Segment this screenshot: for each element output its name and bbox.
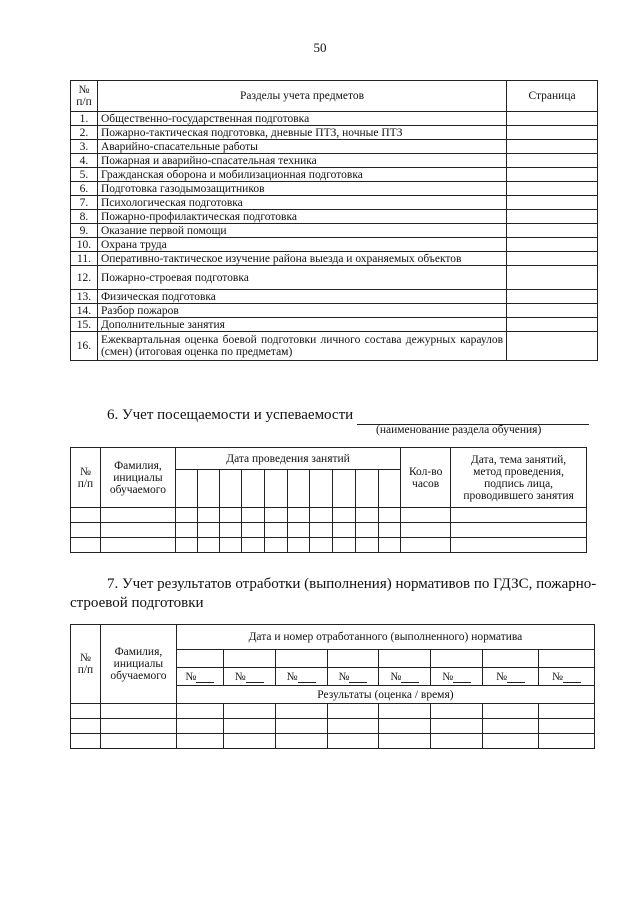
row-page-cell[interactable] [507, 210, 598, 224]
blank-cell[interactable] [241, 538, 264, 553]
norm-number-label: № [185, 670, 197, 683]
blank-cell[interactable] [327, 719, 379, 734]
table-row [71, 266, 598, 290]
table-row [71, 126, 598, 140]
blank-cell[interactable] [71, 508, 101, 523]
blank-cell[interactable] [451, 508, 587, 523]
blank-cell[interactable] [451, 538, 587, 553]
att-header-info: Дата, тема занятий, метод проведения, подпись лица, проводившего занятия [451, 448, 587, 508]
row-page-cell[interactable] [507, 332, 598, 361]
row-section-name: Гражданская оборона и мобилизационная подготовка [97, 168, 506, 182]
blank-cell[interactable] [431, 719, 483, 734]
norm-number-blank [507, 672, 525, 683]
blank-cell[interactable] [71, 523, 101, 538]
blank-cell[interactable] [264, 523, 287, 538]
row-section-name: Физическая подготовка [97, 290, 506, 304]
row-section-name: Ежеквартальная оценка боевой подготовки личного состава дежурных караулов (смен) (итоговая оценка по предметам) [97, 332, 506, 361]
norm-number-blank [298, 672, 316, 683]
att-date-cell[interactable] [310, 470, 333, 508]
blank-cell[interactable] [71, 538, 101, 553]
table-row [71, 704, 595, 719]
row-section-name: Общественно-государственная подготовка [97, 112, 506, 126]
blank-cell[interactable] [539, 704, 595, 719]
row-number: 1. [71, 112, 98, 126]
norm-number-cell[interactable] [379, 668, 431, 686]
blank-cell[interactable] [401, 538, 451, 553]
blank-cell[interactable] [379, 508, 401, 523]
blank-cell[interactable] [483, 719, 539, 734]
norms-header-name: Фамилия, инициалы обучаемого [100, 625, 176, 704]
norm-date-cell[interactable] [327, 650, 379, 668]
blank-cell[interactable] [310, 538, 333, 553]
blank-cell[interactable] [71, 719, 101, 734]
row-number: 7. [71, 196, 98, 210]
norm-number-label: № [390, 670, 402, 683]
norm-date-cell[interactable] [431, 650, 483, 668]
table-row [71, 168, 598, 182]
blank-cell[interactable] [100, 508, 175, 523]
blank-cell[interactable] [356, 538, 379, 553]
norms-header-num: № п/п [71, 625, 101, 704]
blank-cell[interactable] [379, 538, 401, 553]
blank-cell[interactable] [219, 538, 241, 553]
blank-cell[interactable] [175, 538, 197, 553]
row-page-cell[interactable] [507, 126, 598, 140]
section6-caption: (наименование раздела обучения) [376, 424, 542, 436]
blank-cell[interactable] [483, 704, 539, 719]
table-row [71, 719, 595, 734]
row-number: 8. [71, 210, 98, 224]
row-number: 9. [71, 224, 98, 238]
section6-title: 6. Учет посещаемости и успеваемости [107, 407, 354, 423]
row-page-cell[interactable] [507, 182, 598, 196]
att-header-hours: Кол-во часов [401, 448, 451, 508]
blank-cell[interactable] [310, 508, 333, 523]
blank-cell[interactable] [264, 508, 287, 523]
row-section-name: Пожарно-профилактическая подготовка [97, 210, 506, 224]
blank-cell[interactable] [241, 508, 264, 523]
norm-number-label: № [442, 670, 454, 683]
row-page-cell[interactable] [507, 154, 598, 168]
blank-cell[interactable] [287, 508, 310, 523]
row-number: 4. [71, 154, 98, 168]
blank-cell[interactable] [100, 719, 176, 734]
table-row [71, 508, 587, 523]
row-number: 10. [71, 238, 98, 252]
blank-cell[interactable] [539, 734, 595, 749]
blank-cell[interactable] [100, 734, 176, 749]
row-section-name: Охрана труда [97, 238, 506, 252]
section6-blank-field [357, 410, 589, 425]
table-row [71, 238, 598, 252]
row-section-name: Пожарная и аварийно-спасательная техника [97, 154, 506, 168]
norm-number-cell[interactable] [539, 668, 595, 686]
row-number: 3. [71, 140, 98, 154]
att-date-cell[interactable] [264, 470, 287, 508]
blank-cell[interactable] [219, 523, 241, 538]
norm-number-cell[interactable] [275, 668, 327, 686]
att-date-cell[interactable] [379, 470, 401, 508]
row-page-cell[interactable] [507, 238, 598, 252]
row-page-cell[interactable] [507, 266, 598, 290]
blank-cell[interactable] [175, 508, 197, 523]
att-date-cell[interactable] [175, 470, 197, 508]
norm-number-label: № [338, 670, 350, 683]
table-row [71, 252, 598, 266]
row-page-cell[interactable] [507, 168, 598, 182]
table-row [71, 538, 587, 553]
blank-cell[interactable] [176, 704, 223, 719]
row-number: 2. [71, 126, 98, 140]
row-section-name: Дополнительные занятия [97, 318, 506, 332]
blank-cell[interactable] [451, 523, 587, 538]
norm-date-cell[interactable] [539, 650, 595, 668]
row-page-cell[interactable] [507, 140, 598, 154]
table-row [71, 154, 598, 168]
blank-cell[interactable] [483, 734, 539, 749]
norm-number-blank [349, 672, 367, 683]
table-row [71, 734, 595, 749]
norm-number-cell[interactable] [431, 668, 483, 686]
norm-number-label: № [286, 670, 298, 683]
blank-cell[interactable] [175, 523, 197, 538]
row-number: 13. [71, 290, 98, 304]
section7-title-line1: 7. Учет результатов отработки (выполнения) нормативов по ГДЗС, пожарно- [107, 576, 597, 592]
att-date-cell[interactable] [287, 470, 310, 508]
blank-cell[interactable] [100, 704, 176, 719]
norms-results-label: Результаты (оценка / время) [176, 686, 594, 704]
row-number: 11. [71, 252, 98, 266]
row-section-name: Разбор пожаров [97, 304, 506, 318]
section6-heading [107, 406, 589, 425]
table-row [71, 112, 598, 126]
row-page-cell[interactable] [507, 112, 598, 126]
blank-cell[interactable] [275, 719, 327, 734]
blank-cell[interactable] [333, 523, 356, 538]
blank-cell[interactable] [223, 719, 275, 734]
norm-number-cell[interactable] [176, 668, 223, 686]
row-number: 16. [71, 332, 98, 361]
blank-cell[interactable] [197, 523, 219, 538]
norm-number-label: № [552, 670, 563, 683]
blank-cell[interactable] [401, 523, 451, 538]
blank-cell[interactable] [241, 523, 264, 538]
blank-cell[interactable] [327, 704, 379, 719]
blank-cell[interactable] [356, 523, 379, 538]
table-row [71, 304, 598, 318]
row-number: 5. [71, 168, 98, 182]
norm-date-cell[interactable] [275, 650, 327, 668]
norm-number-blank [246, 672, 264, 683]
blank-cell[interactable] [431, 734, 483, 749]
blank-cell[interactable] [327, 734, 379, 749]
norms-table [70, 624, 595, 749]
blank-cell[interactable] [100, 523, 175, 538]
blank-cell[interactable] [333, 538, 356, 553]
blank-cell[interactable] [431, 704, 483, 719]
row-page-cell[interactable] [507, 224, 598, 238]
row-number: 12. [71, 266, 98, 290]
header-sections: Разделы учета предметов [97, 81, 506, 112]
row-section-name: Оказание первой помощи [97, 224, 506, 238]
row-section-name: Оперативно-тактическое изучение района выезда и охраняемых объектов [97, 252, 506, 266]
norm-number-blank [401, 672, 419, 683]
table-row [71, 196, 598, 210]
row-page-cell[interactable] [507, 318, 598, 332]
table-row [71, 290, 598, 304]
att-date-cell[interactable] [356, 470, 379, 508]
table-row [71, 182, 598, 196]
blank-cell[interactable] [275, 734, 327, 749]
norm-date-cell[interactable] [483, 650, 539, 668]
att-header-name: Фамилия, инициалы обучаемого [100, 448, 175, 508]
blank-cell[interactable] [379, 719, 431, 734]
table-row [71, 140, 598, 154]
norm-number-cell[interactable] [327, 668, 379, 686]
row-number: 14. [71, 304, 98, 318]
norm-number-blank [563, 672, 581, 683]
blank-cell[interactable] [539, 719, 595, 734]
blank-cell[interactable] [197, 538, 219, 553]
row-number: 6. [71, 182, 98, 196]
table-row [71, 523, 587, 538]
blank-cell[interactable] [223, 734, 275, 749]
attendance-table [70, 447, 587, 553]
blank-cell[interactable] [71, 734, 101, 749]
blank-cell[interactable] [264, 538, 287, 553]
row-section-name: Аварийно-спасательные работы [97, 140, 506, 154]
blank-cell[interactable] [287, 538, 310, 553]
norm-number-blank [196, 672, 214, 683]
norm-date-cell[interactable] [379, 650, 431, 668]
norm-number-blank [453, 672, 471, 683]
att-header-dates: Дата проведения занятий [175, 448, 400, 470]
att-header-num: № п/п [71, 448, 101, 508]
att-date-cell[interactable] [197, 470, 219, 508]
blank-cell[interactable] [333, 508, 356, 523]
blank-cell[interactable] [176, 719, 223, 734]
header-num: № п/п [71, 81, 98, 112]
row-page-cell[interactable] [507, 290, 598, 304]
row-page-cell[interactable] [507, 252, 598, 266]
row-page-cell[interactable] [507, 304, 598, 318]
norm-number-cell[interactable] [223, 668, 275, 686]
row-section-name: Подготовка газодымозащитников [97, 182, 506, 196]
blank-cell[interactable] [310, 523, 333, 538]
blank-cell[interactable] [100, 538, 175, 553]
att-date-cell[interactable] [241, 470, 264, 508]
norm-number-label: № [496, 670, 508, 683]
row-section-name: Пожарно-тактическая подготовка, дневные ПТЗ, ночные ПТЗ [97, 126, 506, 140]
norm-date-cell[interactable] [223, 650, 275, 668]
table-row [71, 224, 598, 238]
blank-cell[interactable] [176, 734, 223, 749]
att-date-cell[interactable] [333, 470, 356, 508]
section7-title-line2: строевой подготовки [70, 595, 204, 611]
blank-cell[interactable] [223, 704, 275, 719]
page-number: 50 [313, 40, 327, 55]
table-row [71, 332, 598, 361]
blank-cell[interactable] [219, 508, 241, 523]
norm-number-label: № [234, 670, 246, 683]
blank-cell[interactable] [71, 704, 101, 719]
blank-cell[interactable] [379, 523, 401, 538]
norm-date-cell[interactable] [176, 650, 223, 668]
row-page-cell[interactable] [507, 196, 598, 210]
norm-number-cell[interactable] [483, 668, 539, 686]
subjects-table [70, 80, 598, 361]
row-number: 15. [71, 318, 98, 332]
blank-cell[interactable] [275, 704, 327, 719]
norms-header-title: Дата и номер отработанного (выполненного) норматива [176, 625, 594, 650]
row-section-name: Пожарно-строевая подготовка [97, 266, 506, 290]
table-row [71, 318, 598, 332]
blank-cell[interactable] [379, 704, 431, 719]
blank-cell[interactable] [197, 508, 219, 523]
blank-cell[interactable] [401, 508, 451, 523]
att-date-cell[interactable] [219, 470, 241, 508]
blank-cell[interactable] [287, 523, 310, 538]
table-row [71, 210, 598, 224]
blank-cell[interactable] [379, 734, 431, 749]
row-section-name: Психологическая подготовка [97, 196, 506, 210]
header-page: Страница [507, 81, 598, 112]
blank-cell[interactable] [356, 508, 379, 523]
